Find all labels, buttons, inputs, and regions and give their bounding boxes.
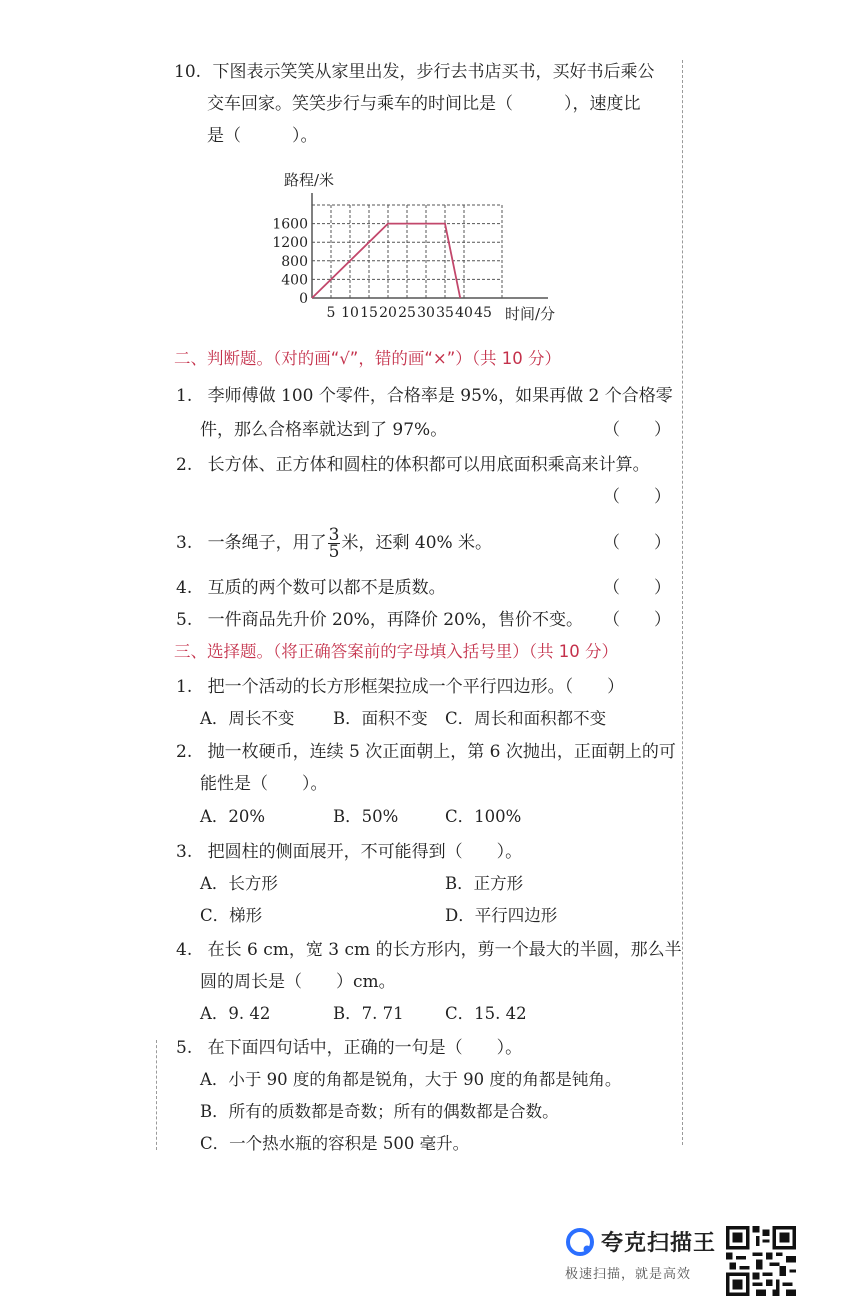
option-b[interactable]: B．7. 71 xyxy=(333,1004,404,1023)
sec2-item5-line1 xyxy=(176,608,583,632)
option-c[interactable]: C．15. 42 xyxy=(445,1004,527,1023)
item-text: 长方体、正方体和圆柱的体积都可以用底面积乘高来计算。 xyxy=(207,455,650,475)
sec2-item3-line1 xyxy=(176,521,492,565)
option-c[interactable]: C．100% xyxy=(445,807,522,826)
item-number: 2. xyxy=(176,455,193,475)
sec3-item2-line1 xyxy=(176,740,676,764)
quark-logo-icon xyxy=(565,1227,595,1257)
item-number: 2. xyxy=(176,742,193,762)
qr-code-icon xyxy=(726,1226,796,1296)
item-number: 3. xyxy=(176,842,193,862)
x-tick-labels xyxy=(327,305,492,321)
option-c[interactable]: C．一个热水瓶的容积是 500 毫升。 xyxy=(200,1134,470,1153)
sec3-item5-line1 xyxy=(176,1036,522,1060)
option-a[interactable]: A．周长不变 xyxy=(200,709,295,728)
item-number: 4. xyxy=(176,940,193,960)
fraction-numerator: 3 xyxy=(328,525,340,545)
option-d[interactable]: D．平行四边形 xyxy=(445,906,558,925)
fraction-denominator: 5 xyxy=(328,542,340,562)
item-text: 在长 6 cm，宽 3 cm 的长方形内，剪一个最大的半圆，那么半 xyxy=(207,940,682,960)
y-tick-label: 400 xyxy=(281,272,308,289)
option-c[interactable]: C．周长和面积都不变 xyxy=(445,709,607,728)
x-tick-label: 10 xyxy=(341,305,359,321)
answer-paren[interactable]: （ ） xyxy=(603,487,671,507)
section2-title: 二、判断题。（对的画“√”，错的画“×”）（共 10 分） xyxy=(174,349,562,368)
item-text: 李师傅做 100 个零件，合格率是 95%，如果再做 2 个合格零 xyxy=(207,386,673,406)
q10-number: 10. xyxy=(174,62,202,82)
chart-axes xyxy=(312,193,548,298)
sec2-item1-line2: 件，那么合格率就达到了 97%。 xyxy=(200,420,448,440)
binding-dashed-line xyxy=(682,60,683,1145)
brand-name: 夸克扫描王 xyxy=(601,1231,717,1256)
answer-paren[interactable]: （ ） xyxy=(603,533,671,553)
cut-dashed-line xyxy=(156,1040,157,1150)
option-b[interactable]: B．面积不变 xyxy=(333,709,428,728)
sec3-item2-line2: 能性是（ ）。 xyxy=(200,774,328,794)
item-text: 一件商品先升价 20%，再降价 20%，售价不变。 xyxy=(207,610,584,630)
y-axis-label: 路程/米 xyxy=(284,171,335,189)
option-a[interactable]: A．20% xyxy=(200,807,266,826)
x-tick-label: 40 xyxy=(455,305,473,321)
answer-paren[interactable]: （ ） xyxy=(603,578,671,598)
x-tick-label: 15 xyxy=(360,305,378,321)
item-text-pre: 一条绳子，用了 xyxy=(207,533,327,553)
brand-row xyxy=(565,1226,725,1257)
item-number: 1. xyxy=(176,386,193,406)
sec2-item2-line1 xyxy=(176,453,650,477)
sec2-item4-line1 xyxy=(176,576,446,600)
section3-title: 三、选择题。（将正确答案前的字母填入括号里）（共 10 分） xyxy=(174,642,618,661)
item-text: 抛一枚硬币，连续 5 次正面朝上，第 6 次抛出，正面朝上的可 xyxy=(207,742,676,762)
x-tick-label: 35 xyxy=(436,305,454,321)
chart-grid xyxy=(312,205,502,298)
sec3-item3-line1 xyxy=(176,840,522,864)
q10-line1 xyxy=(174,60,654,84)
sec3-item4-line2: 圆的周长是（ ）cm。 xyxy=(200,972,396,992)
scanner-brand xyxy=(565,1226,725,1282)
option-a[interactable]: A．小于 90 度的角都是锐角，大于 90 度的角都是钝角。 xyxy=(200,1070,622,1089)
item-number: 3. xyxy=(176,533,193,553)
sec3-item1-line1 xyxy=(176,675,624,699)
option-c[interactable]: C．梯形 xyxy=(200,906,263,925)
option-b[interactable]: B．正方形 xyxy=(445,874,524,893)
item-number: 5. xyxy=(176,1038,193,1058)
q10-line2: 交车回家。笑笑步行与乘车的时间比是（ ），速度比 xyxy=(207,94,641,114)
x-tick-label: 30 xyxy=(417,305,435,321)
answer-paren[interactable]: （ ） xyxy=(603,420,671,440)
y-tick-label: 0 xyxy=(299,291,308,307)
item-text: 把圆柱的侧面展开，不可能得到（ ）。 xyxy=(207,842,523,862)
item-text: 把一个活动的长方形框架拉成一个平行四边形。（ ） xyxy=(207,677,625,697)
option-b[interactable]: B．50% xyxy=(333,807,399,826)
item-number: 1. xyxy=(176,677,193,697)
brand-slogan: 极速扫描，就是高效 xyxy=(565,1267,692,1282)
answer-paren[interactable]: （ ） xyxy=(603,610,671,630)
x-tick-label: 45 xyxy=(474,305,492,321)
fraction xyxy=(328,527,341,560)
distance-time-chart xyxy=(260,165,580,330)
option-a[interactable]: A．长方形 xyxy=(200,874,278,893)
x-tick-label: 5 xyxy=(326,305,336,321)
sec3-item4-line1 xyxy=(176,938,682,962)
y-tick-label: 1600 xyxy=(272,216,308,233)
q10-line3: 是（ ）。 xyxy=(207,126,318,146)
item-text: 在下面四句话中，正确的一句是（ ）。 xyxy=(207,1038,523,1058)
item-number: 5. xyxy=(176,610,193,630)
sec2-item1-line1 xyxy=(176,384,673,408)
item-text-post: 米，还剩 40% 米。 xyxy=(341,533,493,553)
q10-text1: 下图表示笑笑从家里出发，步行去书店买书，买好书后乘公 xyxy=(212,62,655,82)
y-tick-label: 800 xyxy=(281,253,308,270)
item-number: 4. xyxy=(176,578,193,598)
option-a[interactable]: A．9. 42 xyxy=(200,1004,271,1023)
y-tick-label: 1200 xyxy=(272,235,308,252)
x-tick-label: 20 xyxy=(379,305,397,321)
option-b[interactable]: B．所有的质数都是奇数；所有的偶数都是合数。 xyxy=(200,1102,559,1121)
x-tick-label: 25 xyxy=(398,305,416,321)
x-axis-label: 时间/分 xyxy=(505,305,556,323)
item-text: 互质的两个数可以都不是质数。 xyxy=(207,578,446,598)
y-tick-labels xyxy=(272,217,308,307)
